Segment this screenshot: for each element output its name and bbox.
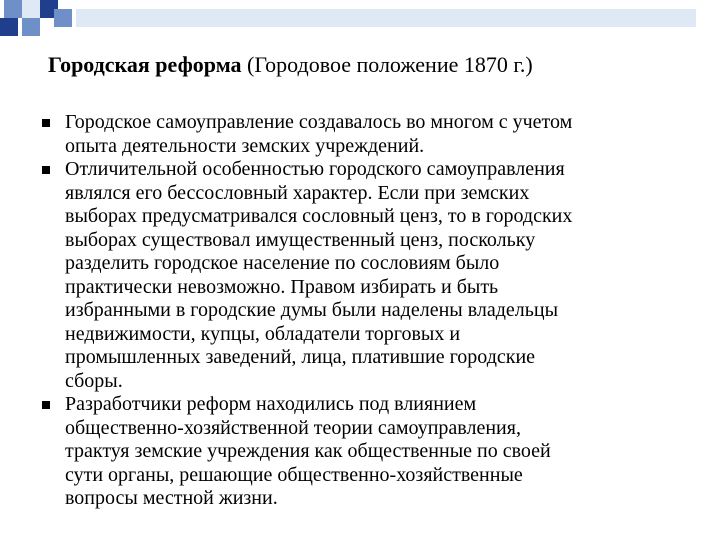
bullet-line: Разработчики реформ находились под влиянием [65, 393, 477, 415]
bullet-line: недвижимости, купцы, обладатели торговых и [65, 322, 461, 345]
bullet-line: являлся его бессословный характер. Если при земских [65, 181, 530, 204]
bullet-line: Отличительной особенностью городского самоуправления [65, 158, 565, 180]
bullet-line: вопросы местной жизни. [65, 487, 278, 509]
bullet-line: Городское самоуправление создавалось во многом с учетом [65, 111, 573, 133]
bullet-item [42, 111, 692, 158]
bullet-line: сути органы, решающие общественно-хозяйственные [65, 463, 523, 486]
bullet-line: общественно-хозяйственной теории самоуправления, [65, 416, 521, 439]
bullet-item [42, 158, 692, 393]
deco-square [4, 0, 22, 18]
square-bullet-icon [42, 119, 50, 127]
deco-bar [76, 9, 696, 27]
bullet-text [65, 158, 692, 393]
bullet-line: выборах предусматривался сословный ценз, то в городских [65, 205, 573, 227]
slide-title-rest: (Городовое положение 1870 г.) [241, 52, 533, 77]
bullet-text [65, 111, 692, 158]
square-bullet-icon [42, 166, 50, 174]
bullet-list [42, 111, 692, 511]
deco-square [0, 18, 18, 36]
bullet-line: промышленных заведений, лица, платившие городские [65, 346, 536, 368]
square-bullet-icon [42, 401, 50, 409]
deco-square [54, 9, 72, 27]
bullet-line: избранными в городские думы были наделены владельцы [65, 299, 559, 321]
bullet-line: практически невозможно. Правом избирать и быть [65, 275, 499, 298]
slide-title-bold: Городская реформа [48, 52, 242, 77]
deco-square [22, 0, 40, 18]
bullet-line: выборах существовал имущественный ценз, поскольку [65, 228, 536, 251]
bullet-text [65, 393, 692, 511]
bullet-line: опыта деятельности земских учреждений. [65, 134, 425, 157]
bullet-line: сборы. [65, 369, 123, 392]
bullet-item [42, 393, 692, 511]
bullet-line: трактуя земские учреждения как общественные по своей [65, 440, 551, 462]
slide-title [48, 52, 708, 78]
decorative-header-pattern [0, 0, 720, 40]
deco-square [22, 18, 40, 36]
bullet-line: разделить городское население по сословиям было [65, 252, 500, 274]
